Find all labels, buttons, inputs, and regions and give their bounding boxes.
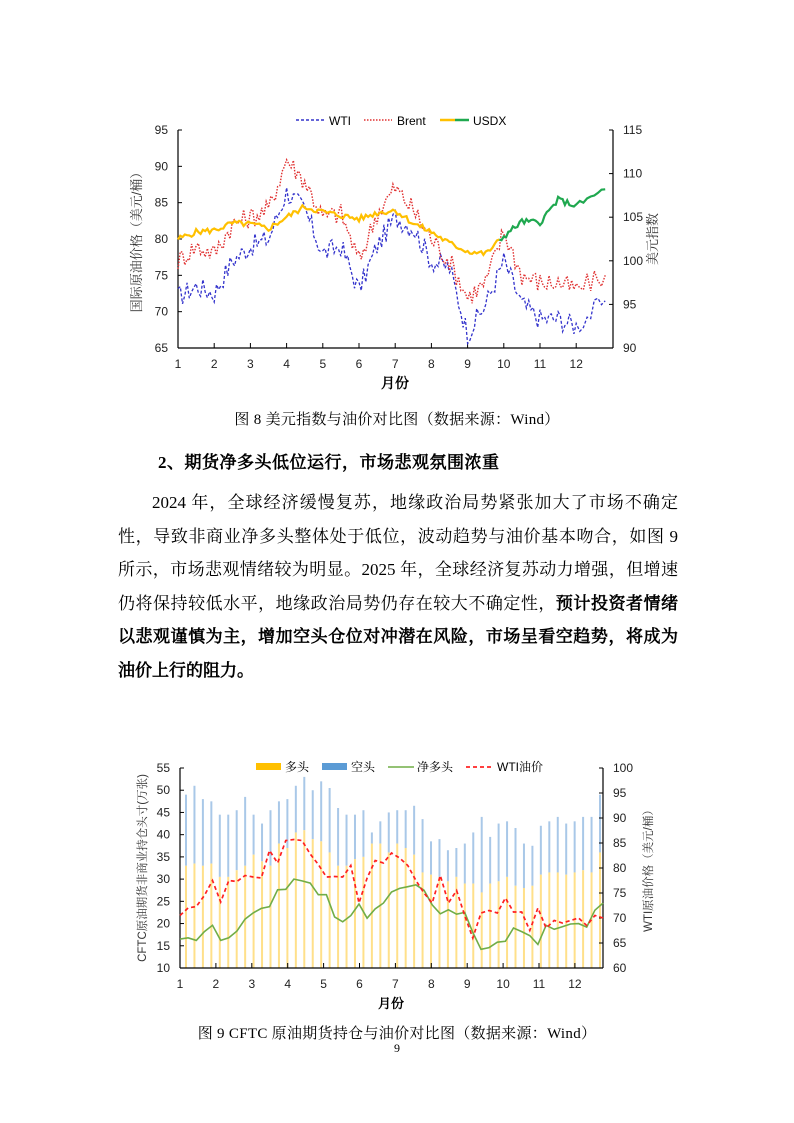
svg-text:80: 80 xyxy=(154,232,168,246)
legend-wti: WTI xyxy=(329,114,351,128)
svg-text:45: 45 xyxy=(156,805,170,820)
svg-text:75: 75 xyxy=(154,268,168,283)
svg-text:90: 90 xyxy=(154,159,168,174)
legend-net-long: 净多头 xyxy=(417,760,454,774)
svg-text:95: 95 xyxy=(623,297,637,312)
figure-8-caption: 图 8 美元指数与油价对比图（数据来源：Wind） xyxy=(234,412,560,428)
usdx-oil-chart xyxy=(0,100,794,400)
svg-text:60: 60 xyxy=(613,961,627,975)
axes xyxy=(178,130,613,348)
page-number: 9 xyxy=(394,1041,400,1055)
svg-text:8: 8 xyxy=(428,357,435,371)
chart-legend xyxy=(256,759,543,774)
legend-brent: Brent xyxy=(397,114,426,128)
svg-text:10: 10 xyxy=(156,961,170,975)
svg-text:25: 25 xyxy=(156,894,170,909)
svg-text:7: 7 xyxy=(392,977,399,991)
svg-text:100: 100 xyxy=(623,253,644,268)
svg-text:3: 3 xyxy=(247,357,254,371)
svg-text:5: 5 xyxy=(319,357,327,371)
chart-legend xyxy=(296,114,506,128)
svg-text:30: 30 xyxy=(156,872,170,887)
svg-text:1: 1 xyxy=(176,977,184,991)
svg-text:7: 7 xyxy=(391,357,399,371)
right-axis-ticks xyxy=(599,761,633,975)
paragraph-normal-text: 2024 年，全球经济缓慢复苏，地缘政治局势紧张加大了市场不确定性，导致非商业净多头整体处于低位，波动趋势与油价基本吻合，如图 9 所示，市场悲观情绪较为明显。2025 年，全球经济复苏动力增强，但增速仍将保持较低水平，地缘政治局势仍存在较大不确定性， xyxy=(118,493,678,613)
right-axis-label: 美元指数 xyxy=(645,212,660,266)
legend-usdx: USDX xyxy=(473,114,507,128)
svg-text:11: 11 xyxy=(532,977,546,991)
figure-8 xyxy=(0,100,794,400)
chart-lines xyxy=(178,160,605,344)
svg-text:6: 6 xyxy=(355,357,363,371)
right-axis-label: WTI原油价格（美元/桶） xyxy=(643,804,655,932)
svg-text:85: 85 xyxy=(613,836,627,850)
svg-text:2: 2 xyxy=(210,357,218,371)
svg-text:4: 4 xyxy=(284,977,292,991)
legend-short: 空头 xyxy=(351,760,376,774)
svg-text:40: 40 xyxy=(156,827,170,842)
svg-text:55: 55 xyxy=(156,761,170,775)
svg-text:10: 10 xyxy=(496,977,510,991)
svg-text:115: 115 xyxy=(623,123,643,137)
svg-text:65: 65 xyxy=(154,341,168,355)
svg-text:10: 10 xyxy=(497,357,511,371)
svg-text:12: 12 xyxy=(569,357,583,371)
svg-text:2: 2 xyxy=(212,977,220,991)
svg-text:4: 4 xyxy=(283,357,290,371)
svg-text:95: 95 xyxy=(613,786,627,800)
svg-text:90: 90 xyxy=(613,811,627,825)
left-axis-label: 国际原油价格（美元/桶） xyxy=(129,165,144,313)
paragraph-bold-text: 预计投资者情绪以悲观谨慎为主，增加空头仓位对冲潜在风险，市场呈看空趋势，将成为油价上行的阻力。 xyxy=(118,593,679,680)
svg-text:9: 9 xyxy=(463,977,471,991)
chart-lines xyxy=(180,840,603,950)
svg-text:90: 90 xyxy=(623,341,637,355)
x-axis-ticks xyxy=(175,343,584,371)
figure-9-caption: 图 9 CFTC 原油期货持仓与油价对比图（数据来源：Wind） xyxy=(197,1026,597,1042)
x-axis-label: 月份 xyxy=(377,996,405,1011)
svg-text:11: 11 xyxy=(533,357,547,371)
svg-text:3: 3 xyxy=(248,977,256,991)
svg-text:12: 12 xyxy=(568,977,582,991)
svg-text:5: 5 xyxy=(320,977,327,991)
figure-9 xyxy=(0,750,794,1020)
svg-text:35: 35 xyxy=(156,849,170,864)
svg-text:80: 80 xyxy=(613,861,627,875)
left-axis-label: CFTC原油期货非商业持仓头寸(万张) xyxy=(137,774,149,962)
svg-text:70: 70 xyxy=(154,304,168,319)
svg-text:100: 100 xyxy=(613,761,634,775)
cftc-positions-chart xyxy=(0,750,794,1020)
body-paragraph xyxy=(118,486,678,687)
axes xyxy=(180,768,603,968)
x-axis-label: 月份 xyxy=(381,375,409,391)
svg-text:70: 70 xyxy=(613,911,627,925)
section-heading: 2、期货净多头低位运行，市场悲观氛围浓重 xyxy=(158,453,500,472)
legend-wti-price: WTI油价 xyxy=(497,760,543,774)
svg-text:8: 8 xyxy=(427,977,435,991)
svg-text:65: 65 xyxy=(613,936,627,950)
position-bars xyxy=(185,777,601,968)
svg-text:9: 9 xyxy=(464,357,471,371)
svg-text:50: 50 xyxy=(156,783,170,798)
svg-text:85: 85 xyxy=(154,195,168,210)
svg-text:110: 110 xyxy=(623,166,643,181)
svg-text:15: 15 xyxy=(156,938,170,953)
svg-text:20: 20 xyxy=(156,916,170,931)
svg-text:1: 1 xyxy=(174,357,182,371)
legend-long: 多头 xyxy=(285,760,310,774)
right-axis-ticks xyxy=(609,123,643,355)
svg-text:95: 95 xyxy=(154,123,168,137)
svg-text:75: 75 xyxy=(613,886,627,900)
svg-text:105: 105 xyxy=(623,210,644,225)
svg-text:6: 6 xyxy=(356,977,363,991)
